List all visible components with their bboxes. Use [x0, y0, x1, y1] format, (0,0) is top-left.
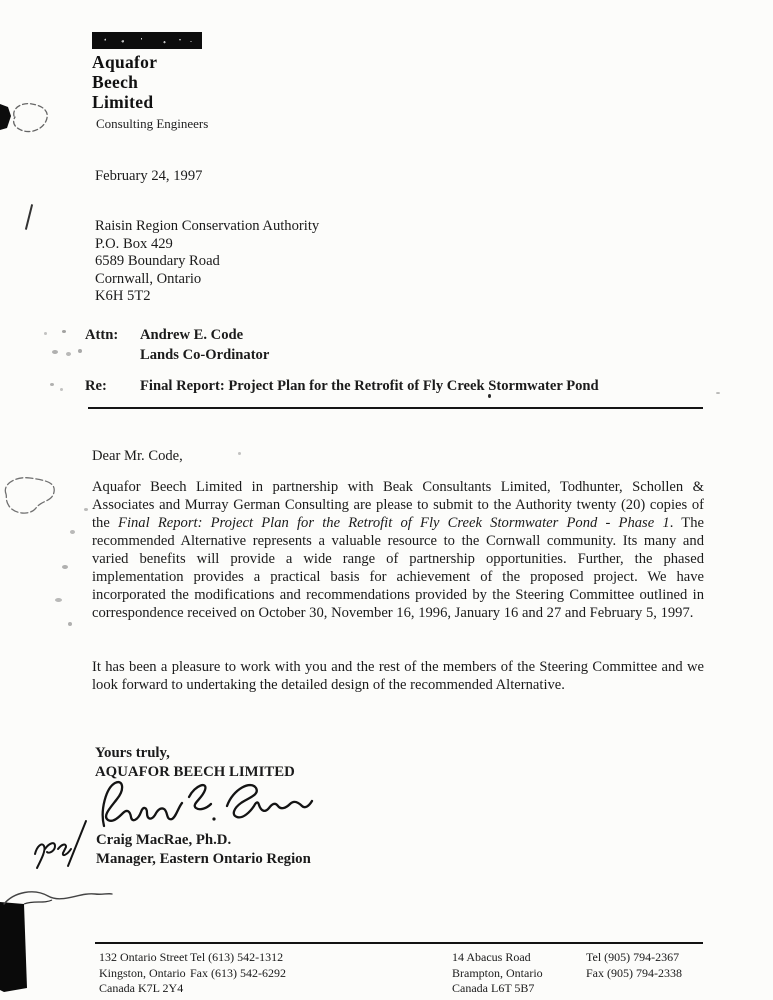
scan-pen-stroke — [25, 204, 33, 230]
footer-office2-address — [452, 950, 543, 997]
body-paragraph-1-text: Aquafor Beech Limited in partnership with Beak Consultants Limited, Todhunter, Schollen & Associates and Murray German Consulting are please to submit to the Authority twenty (20) copies of the — [92, 479, 704, 531]
scan-speck — [66, 352, 71, 356]
footer-address-line: Brampton, Ontario — [452, 965, 543, 980]
handwritten-signature — [90, 776, 315, 834]
salutation: Dear Mr. Code, — [92, 448, 183, 464]
recipient-line: Cornwall, Ontario — [95, 270, 202, 287]
scan-speck — [62, 565, 68, 569]
signer-name: Craig MacRae, Ph.D. — [96, 832, 232, 848]
scan-speck — [68, 622, 72, 626]
footer-address-line: Canada L6T 5B7 — [452, 981, 535, 995]
scan-speck — [55, 598, 62, 602]
footer-rule — [95, 942, 703, 944]
subject-label: Re: — [85, 378, 107, 394]
body-paragraph-1 — [92, 478, 704, 622]
recipient-address — [95, 218, 319, 306]
scan-speck — [716, 392, 720, 394]
footer-office1-address — [99, 950, 188, 997]
scan-speck — [44, 332, 47, 335]
letterhead-logo-bar — [92, 32, 202, 49]
footer-tel: Tel (905) 794-2367 — [586, 950, 680, 964]
recipient-line: K6H 5T2 — [95, 288, 151, 305]
footer-address-line: 14 Abacus Road — [452, 950, 531, 964]
footer-office2-phones — [586, 950, 682, 981]
scan-speck — [62, 330, 66, 333]
subject-text: Final Report: Project Plan for the Retrofit of Fly Creek Stormwater Pond — [140, 378, 599, 394]
recipient-line: 6589 Boundary Road — [95, 253, 220, 270]
handwritten-per-note — [28, 816, 90, 876]
recipient-line: P.O. Box 429 — [95, 235, 173, 252]
company-name — [92, 52, 157, 112]
company-name-line: Aquafor — [92, 52, 158, 72]
subject-underline-rule — [88, 407, 703, 409]
footer-fax: Fax (613) 542-6292 — [190, 965, 286, 980]
attention-title: Lands Co-Ordinator — [140, 347, 270, 363]
footer-office1-phones — [190, 950, 286, 981]
scan-speck — [70, 530, 75, 534]
company-tagline: Consulting Engineers — [96, 116, 209, 131]
body-paragraph-1-italic-title: Final Report: Project Plan for the Retrofit of Fly Creek Stormwater Pond - Phase 1 — [118, 515, 670, 531]
footer-fax: Fax (905) 794-2338 — [586, 965, 682, 980]
company-name-line: Beech — [92, 72, 139, 92]
scan-speck — [52, 350, 58, 354]
scan-blob-outline-left-margin — [0, 472, 62, 530]
company-name-line: Limited — [92, 92, 154, 112]
attention-name: Andrew E. Code — [140, 327, 244, 343]
scan-ink-blob-top-left — [0, 102, 60, 142]
valediction: Yours truly, — [95, 745, 170, 761]
scan-speck — [84, 508, 88, 511]
closing-company-name: AQUAFOR BEECH LIMITED — [95, 763, 295, 780]
body-paragraph-2: It has been a pleasure to work with you and the rest of the members of the Steering Committee and we look forward to undertaking the detailed design of the recommended Alternative. — [92, 659, 704, 693]
signer-title: Manager, Eastern Ontario Region — [96, 850, 311, 867]
letter-date: February 24, 1997 — [95, 168, 203, 184]
signer-block — [96, 831, 311, 868]
footer-address-line: 132 Ontario Street — [99, 950, 188, 964]
scan-speck — [60, 388, 63, 391]
subject-block — [85, 378, 599, 395]
scan-speck — [238, 452, 241, 455]
scan-speck — [50, 383, 54, 386]
attention-label: Attn: — [85, 327, 119, 343]
scan-speck — [488, 394, 491, 398]
recipient-line: Raisin Region Conservation Authority — [95, 218, 320, 234]
attention-block — [85, 325, 269, 365]
footer-address-line: Kingston, Ontario — [99, 965, 186, 980]
footer-address-line: Canada K7L 2Y4 — [99, 981, 184, 995]
scan-speck — [78, 349, 82, 353]
body-paragraph-1-continuation: . The recommended Alternative represents a valuable resource to the Cornwall community. Its many and varied benefits will provide a wide range of partnership opportunities. Further, the phased implementation provides a practical basis for achievement of the proposed project. We have incorporated the modifications and recommendations provided by the Steering Committee outlined in correspondence received on October 30, November 16, 1996, January 16 and 27 and February 5, 1997. — [92, 515, 704, 621]
footer-tel: Tel (613) 542-1312 — [190, 950, 284, 964]
